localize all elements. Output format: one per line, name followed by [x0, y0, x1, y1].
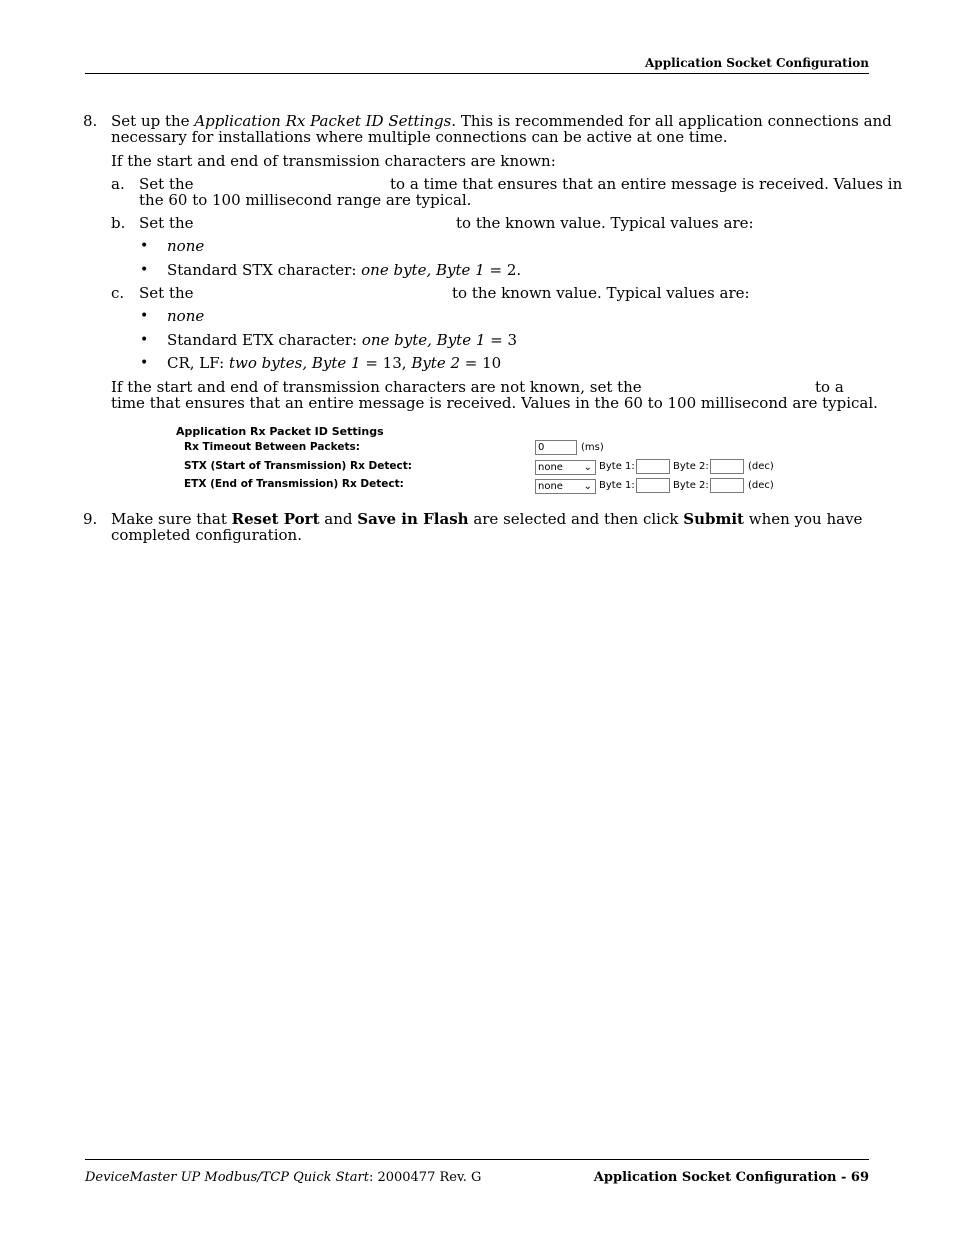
substep-b-post: to the known value. Typical values are: [456, 214, 754, 232]
bullet-emphasis: two bytes, Byte 1 [228, 354, 361, 372]
bullet-text-post: = 10 [460, 354, 502, 372]
substep-c-bullet-3 [167, 355, 501, 371]
etx-byte2-input[interactable] [710, 478, 744, 493]
step-8-number: 8. [83, 112, 98, 130]
form-title: Application Rx Packet ID Settings [176, 425, 384, 438]
bullet-icon: • [140, 238, 149, 254]
substep-b-pre: Set the [139, 214, 194, 232]
substep-a-post: to a time that ensures that an entire message is received. Values in [390, 175, 903, 193]
stx-byte2-label: Byte 2: [673, 461, 709, 472]
stx-byte2-input[interactable] [710, 459, 744, 474]
etx-byte1-label: Byte 1: [599, 480, 635, 491]
substep-b-marker: b. [111, 214, 126, 232]
step-9-text-2: and [319, 510, 358, 528]
stx-detect-label: STX (Start of Transmission) Rx Detect: [184, 460, 412, 472]
etx-select-value: none [538, 481, 563, 492]
step-9-line-1 [111, 511, 862, 527]
etx-dec-unit: (dec) [748, 480, 774, 491]
footer-page-label: Application Socket Configuration - 69 [593, 1170, 869, 1185]
stx-byte1-input[interactable] [636, 459, 670, 474]
bullet-emphasis-2: Byte 2 [411, 354, 461, 372]
substep-c-bullet-1: none [167, 307, 205, 325]
substep-b-bullet-2 [167, 262, 521, 278]
chevron-down-icon: ⌄ [583, 481, 592, 492]
submit-term: Submit [683, 510, 744, 528]
step-8-line-1 [111, 113, 892, 129]
footer-doc-title [85, 1170, 481, 1185]
running-header: Application Socket Configuration [645, 56, 869, 70]
step-8-text-post: . This is recommended for all application connections and [451, 112, 892, 130]
step-9-number: 9. [83, 510, 98, 528]
substep-a-marker: a. [111, 175, 125, 193]
unknown-chars-line-1-end: to a [815, 378, 844, 396]
substep-c-marker: c. [111, 284, 125, 302]
substep-c-pre: Set the [139, 284, 194, 302]
substep-c-bullet-2 [167, 332, 517, 348]
substep-a-line-2: the 60 to 100 millisecond range are typical. [139, 191, 472, 209]
rx-timeout-label: Rx Timeout Between Packets: [184, 441, 360, 453]
bullet-icon: • [140, 355, 149, 371]
known-chars-intro: If the start and end of transmission characters are known: [111, 152, 556, 170]
bullet-text: CR, LF: [167, 354, 229, 372]
bullet-icon: • [140, 262, 149, 278]
step-9-text: Make sure that [111, 510, 232, 528]
footer-rule [85, 1159, 869, 1160]
step-9-text-4: when you have [743, 510, 863, 528]
save-in-flash-term: Save in Flash [357, 510, 469, 528]
bullet-icon: • [140, 332, 149, 348]
bullet-emphasis: one byte, Byte 1 [361, 261, 485, 279]
bullet-emphasis: one byte, Byte 1 [361, 331, 486, 349]
etx-detect-label: ETX (End of Transmission) Rx Detect: [184, 478, 404, 490]
footer-doc-name: DeviceMaster UP Modbus/TCP Quick Start [85, 1170, 369, 1185]
bullet-text: Standard ETX character: [167, 331, 362, 349]
stx-detect-select[interactable] [535, 460, 596, 475]
bullet-text: Standard STX character: [167, 261, 362, 279]
bullet-text-post: = 3 [485, 331, 518, 349]
step-8-text: Set up the [111, 112, 195, 130]
reset-port-term: Reset Port [231, 510, 320, 528]
etx-detect-select[interactable] [535, 479, 596, 494]
stx-byte1-label: Byte 1: [599, 461, 635, 472]
substep-c-post: to the known value. Typical values are: [452, 284, 750, 302]
rx-timeout-unit: (ms) [581, 442, 604, 453]
etx-byte2-label: Byte 2: [673, 480, 709, 491]
bullet-icon: • [140, 308, 149, 324]
rx-timeout-input[interactable]: 0 [535, 440, 577, 455]
step-9-line-2: completed configuration. [111, 526, 302, 544]
stx-dec-unit: (dec) [748, 461, 774, 472]
step-8-line-2: necessary for installations where multiple connections can be active at one time. [111, 128, 728, 146]
stx-select-value: none [538, 462, 563, 473]
unknown-chars-line-1: If the start and end of transmission characters are not known, set the [111, 378, 642, 396]
substep-a-pre: Set the [139, 175, 194, 193]
footer-doc-rev: : 2000477 Rev. G [368, 1170, 482, 1185]
bullet-text-mid: = 13, [360, 354, 412, 372]
chevron-down-icon: ⌄ [583, 462, 592, 473]
header-rule [85, 73, 869, 74]
step-9-text-3: are selected and then click [468, 510, 684, 528]
step-8-emphasis: Application Rx Packet ID Settings [194, 112, 452, 130]
substep-b-bullet-1: none [167, 237, 205, 255]
bullet-text-post: = 2. [484, 261, 522, 279]
etx-byte1-input[interactable] [636, 478, 670, 493]
unknown-chars-line-2: time that ensures that an entire message is received. Values in the 60 to 100 millisecond are typical. [111, 394, 878, 412]
